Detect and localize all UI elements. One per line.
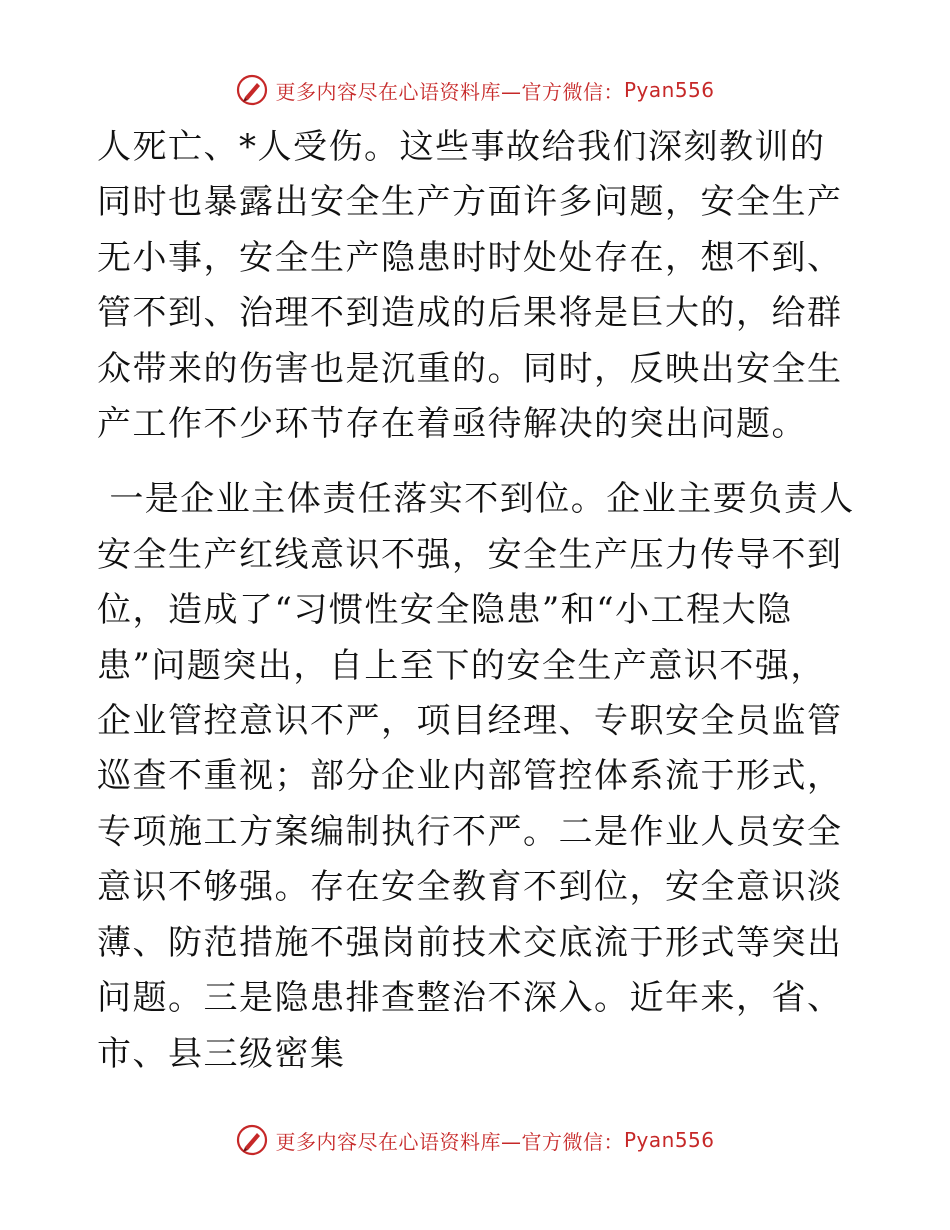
paragraph-2: 一是企业主体责任落实不到位。企业主要负责人安全生产红线意识不强，安全生产压力传导不到位，造成了“习惯性安全隐患”和“小工程大隐患”问题突出，自上至下的安全生产意识不强，企业管控意识不严，项目经理、专职安全员监管巡查不重视；部分企业内部管控体系流于形式，专项施工方案编制执行不严。二是作业人员安全意识不够强。存在安全教育不到位，安全意识淡薄、防范措施不强岗前技术交底流于形式等突出问题。三是隐患排查整治不深入。近年来，省、市、县三级密集: [97, 479, 855, 1074]
watermark-account: Pyan556: [623, 1128, 715, 1152]
header-watermark: [0, 70, 950, 110]
watermark-text: 更多内容尽在心语资料库—官方微信：: [275, 79, 624, 104]
document-body: [97, 120, 857, 1082]
watermark-text: 更多内容尽在心语资料库—官方微信：: [275, 1129, 624, 1154]
footer-watermark: [0, 1120, 950, 1160]
watermark-account: Pyan556: [623, 78, 715, 102]
pen-logo-icon: [235, 1123, 269, 1157]
pen-logo-icon: [235, 73, 269, 107]
paragraph-1: 人死亡、*人受伤。这些事故给我们深刻教训的同时也暴露出安全生产方面许多问题，安全生产无小事，安全生产隐患时时处处存在，想不到、管不到、治理不到造成的后果将是巨大的，给群众带来的伤害也是沉重的。同时，反映出安全生产工作不少环节存在着亟待解决的突出问题。: [97, 127, 843, 445]
